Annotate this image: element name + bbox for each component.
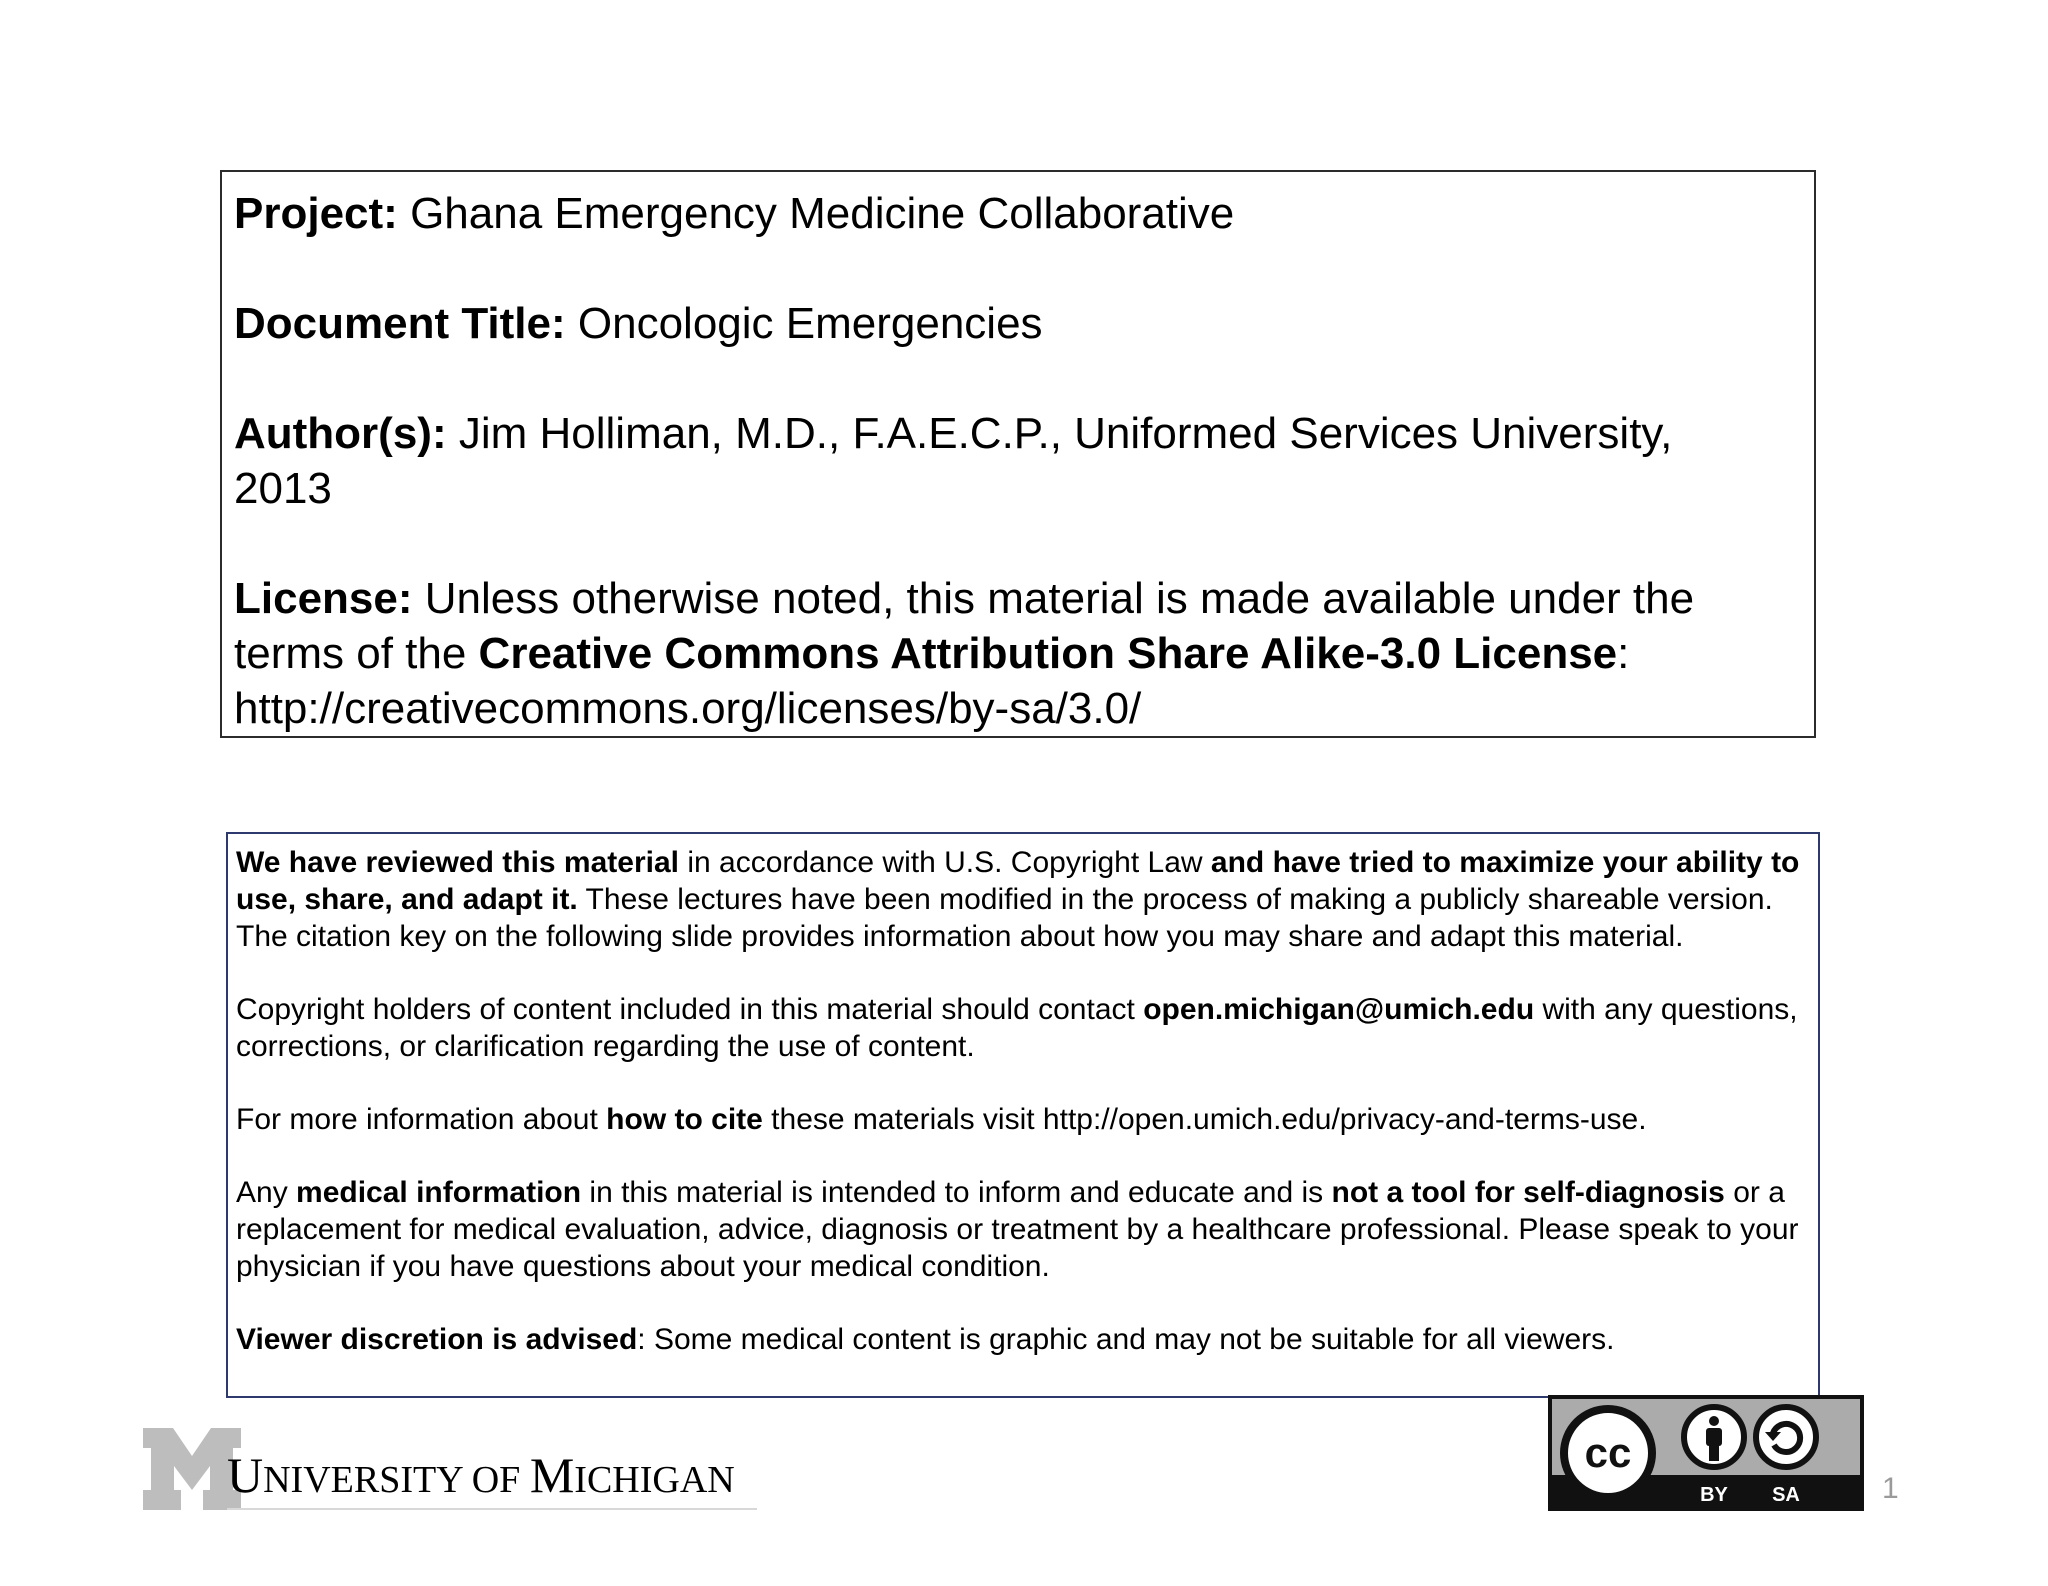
share-alike-icon — [1756, 1407, 1816, 1467]
document-title-line: Document Title: Oncologic Emergencies — [234, 299, 1043, 348]
license-name: Creative Commons Attribution Share Alike-3.0 License — [478, 629, 1618, 678]
wordmark-underline — [227, 1508, 757, 1510]
cc-by-sa-badge — [1548, 1395, 1864, 1511]
attribution-icon — [1684, 1407, 1744, 1467]
authors-line: Author(s): Jim Holliman, M.D., F.A.E.C.P., Uniformed Services University, 2013 — [234, 409, 1673, 513]
cc-icon — [1564, 1409, 1652, 1497]
university-of-michigan-logo — [143, 1428, 763, 1518]
license-line: License: Unless otherwise noted, this material is made available under the terms of the Creative Commons Attribution Share Alike-3.0 License: http://creativecommons.org/licenses/by-sa/3.0/ — [234, 574, 1695, 733]
copyright-notice-box — [226, 832, 1820, 1398]
notice-cite-paragraph: For more information about how to cite these materials visit http://open.umich.edu/privacy-and-terms-use. — [236, 1103, 1647, 1136]
notice-contact-paragraph: Copyright holders of content included in this material should contact open.michigan@umich.edu with any questions, corrections, or clarification regarding the use of content. — [236, 993, 1798, 1063]
page-number: 1 — [1882, 1472, 1899, 1505]
notice-review-paragraph: We have reviewed this material in accordance with U.S. Copyright Law and have tried to maximize your ability to use, share, and adapt it. These lectures have been modified in the process of making a publicly shareable version. The citation key on the following slide provides information about how you may share and adapt this material. — [236, 846, 1800, 953]
svg-text:cc: cc — [1584, 1429, 1632, 1476]
university-wordmark: UNIVERSITY OF MICHIGAN — [227, 1447, 735, 1503]
contact-email: open.michigan@umich.edu — [1143, 993, 1535, 1026]
notice-medical-paragraph: Any medical information in this material is intended to inform and educate and is not a tool for self-diagnosis or a replacement for medical evaluation, advice, diagnosis or treatment by a healthcare professional. Please speak to your physician if you have questions about your medical condition. — [236, 1176, 1799, 1283]
by-label: BY — [1700, 1484, 1728, 1506]
project-info-box — [220, 170, 1816, 738]
sa-label: SA — [1772, 1484, 1800, 1506]
project-line: Project: Ghana Emergency Medicine Collaborative — [234, 189, 1235, 238]
license-url: http://creativecommons.org/licenses/by-sa/3.0/ — [234, 684, 1142, 733]
notice-discretion-paragraph: Viewer discretion is advised: Some medical content is graphic and may not be suitable for all viewers. — [236, 1323, 1615, 1356]
